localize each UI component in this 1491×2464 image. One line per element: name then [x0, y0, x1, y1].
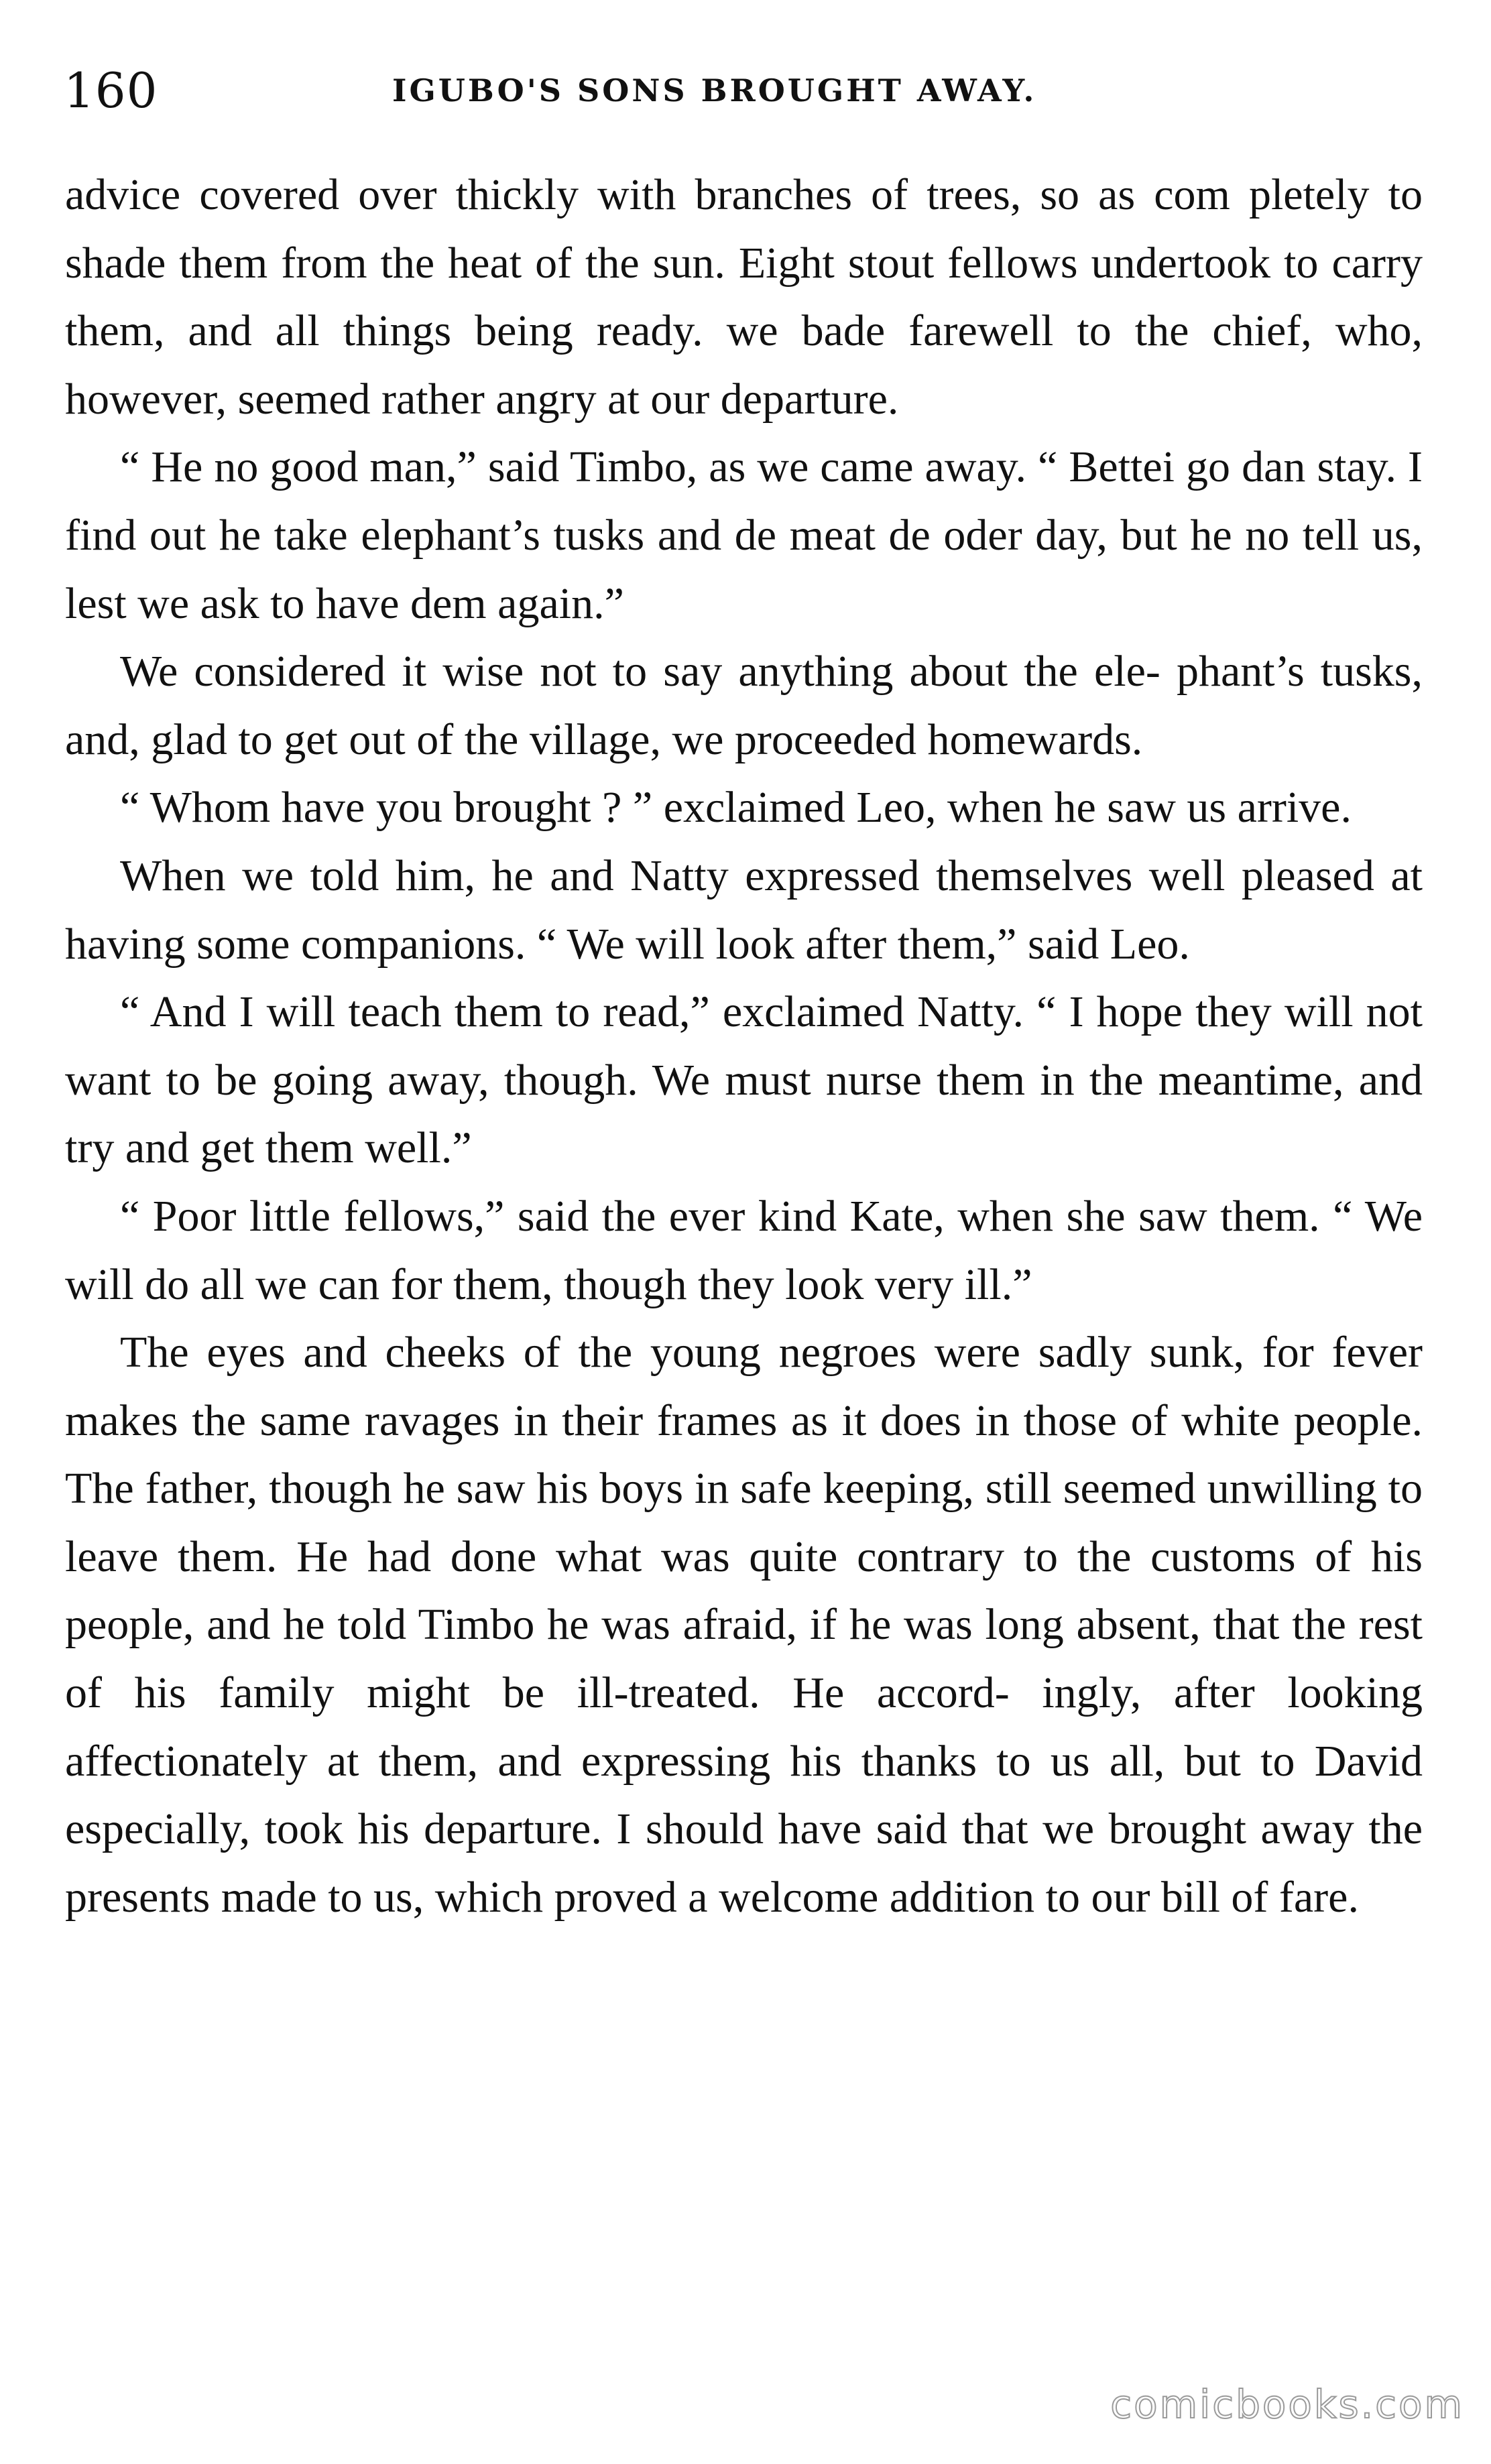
paragraph-8: The eyes and cheeks of the young negroes were sadly sunk, for fever makes the same ravages in their frames as it does in those of white people. The father, though he saw his boys in safe keeping, still seemed unwilling to leave them. He had done what was quite contrary to the customs of his people, and he told Timbo he was afraid, if he was long absent, that the rest of his family might be ill-treated. He accord- ingly, after looking affectionately at them, and expressing his thanks to us all, but to David especially, took his departure. I should have said that we brought away the presents made to us, which proved a welcome addition to our bill of fare. [65, 1328, 1423, 1922]
body-text [65, 161, 1423, 1931]
paragraph-5: When we told him, he and Natty expressed themselves well pleased at having some companions. “ We will look after them,” said Leo. [65, 851, 1423, 969]
paragraph-1: advice covered over thickly with branches of trees, so as com pletely to shade them from the heat of the sun. Eight stout fellows undertook to carry them, and all things being ready. we bade farewell to the chief, who, however, seemed rather angry at our departure. [65, 170, 1423, 424]
page-header [64, 54, 1427, 127]
running-head: IGUBO'S SONS BROUGHT AWAY. [392, 72, 1037, 109]
paragraph-2: “ He no good man,” said Timbo, as we came away. “ Bettei go dan stay. I find out he take elephant’s tusks and de meat de oder day, but he no tell us, lest we ask to have dem again.” [65, 442, 1423, 628]
page-number: 160 [64, 62, 158, 119]
watermark: comicbooks.com [1110, 2382, 1464, 2427]
paragraph-3: We considered it wise not to say anything about the ele- phant’s tusks, and, glad to get out of the village, we proceeded homewards. [65, 647, 1423, 764]
paragraph-7: “ Poor little fellows,” said the ever kind Kate, when she saw them. “ We will do all we can for them, though they look very ill.” [65, 1191, 1423, 1309]
paragraph-6: “ And I will teach them to read,” exclaimed Natty. “ I hope they will not want to be going away, though. We must nurse them in the meantime, and try and get them well.” [65, 987, 1423, 1173]
paragraph-4: “ Whom have you brought ? ” exclaimed Leo, when he saw us arrive. [120, 783, 1352, 833]
